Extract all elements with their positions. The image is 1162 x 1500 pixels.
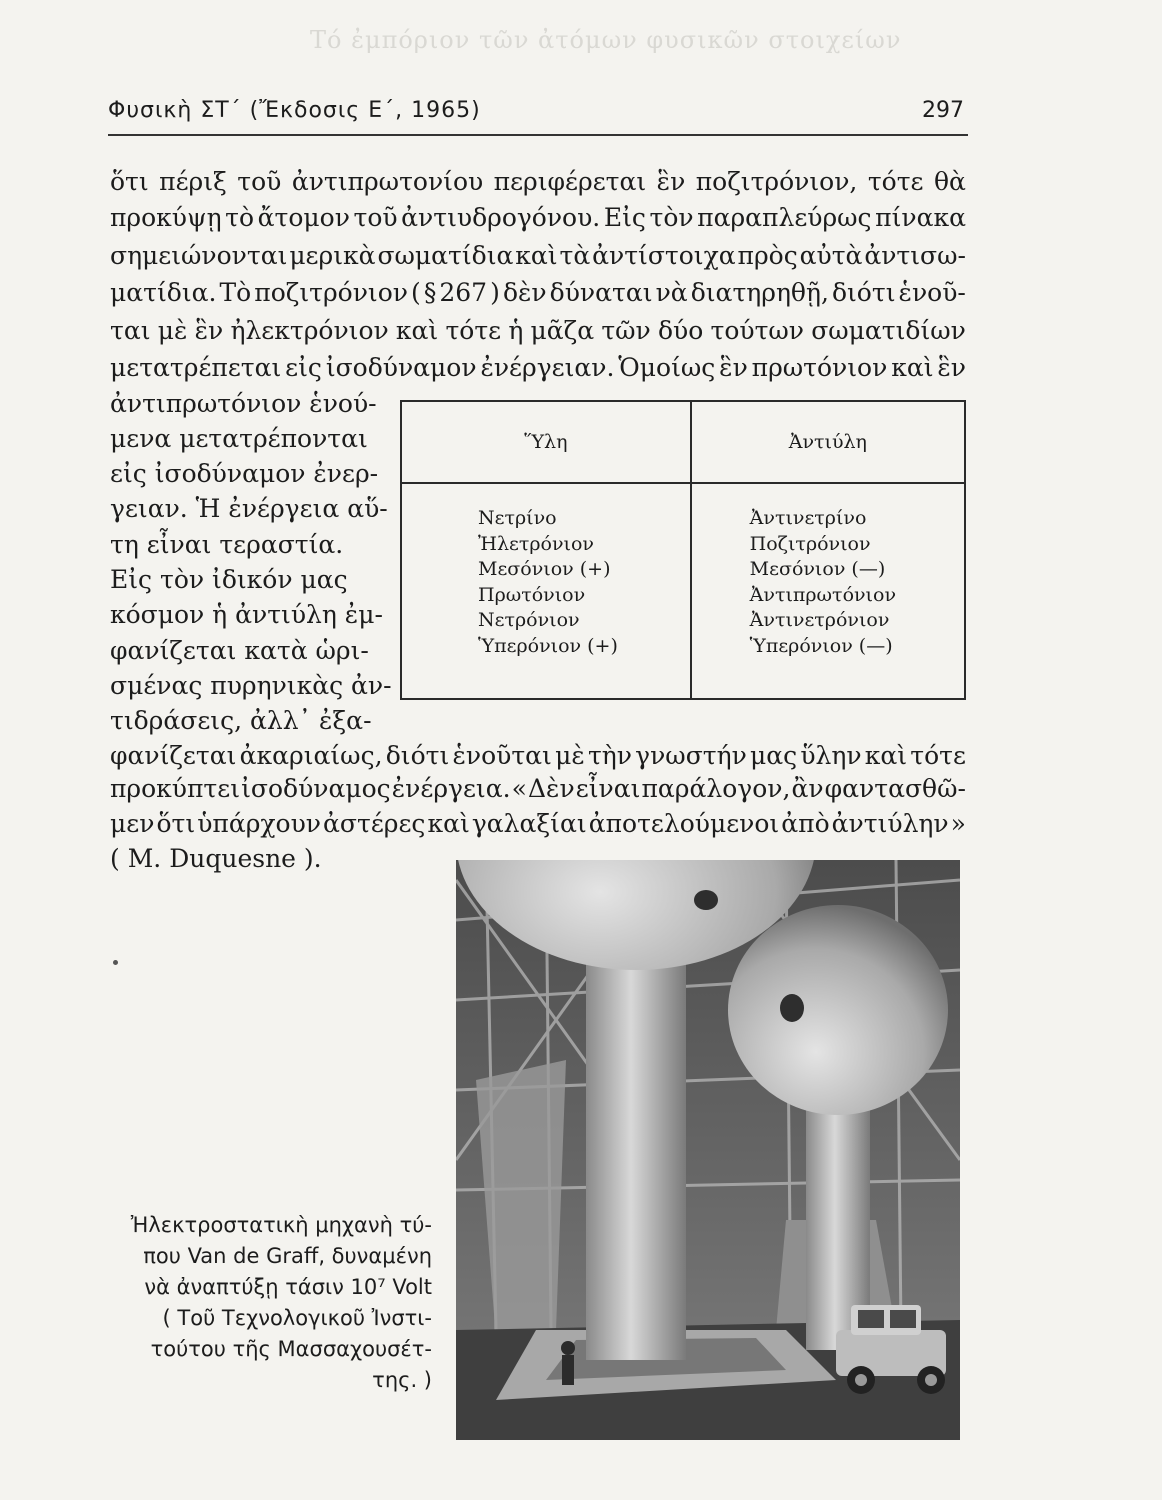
side-line: σμένας πυρηνικὰς ἀν- xyxy=(110,671,392,700)
word: τοῦ xyxy=(237,167,282,196)
table-cell: Νετρίνο xyxy=(478,507,557,529)
word: καὶ xyxy=(395,316,439,345)
word: μὲ xyxy=(157,316,188,345)
word: γνωστήν xyxy=(635,741,747,770)
word: δὲν xyxy=(502,278,547,307)
side-line: φανίζεται κατὰ ὡρι- xyxy=(110,636,369,665)
word: καὶ xyxy=(864,741,908,770)
word: μερικὰ xyxy=(289,241,376,270)
antimatter-column xyxy=(691,483,965,699)
side-line: ἀντιπρωτόνιον ἑνού- xyxy=(110,389,377,418)
word: ται xyxy=(110,316,151,345)
word: μᾶζα xyxy=(530,316,595,345)
side-line: Εἰς τὸν ἰδικόν μας xyxy=(110,565,348,594)
word: τὸν xyxy=(649,203,694,232)
word: σημειώνονται xyxy=(110,241,288,270)
body-line xyxy=(110,240,966,272)
side-line: γειαν. Ἡ ἐνέργεια αὕ- xyxy=(110,494,388,523)
word: καὶ xyxy=(427,809,470,838)
word: διότι xyxy=(831,278,896,307)
word: ἀπὸ xyxy=(781,809,830,838)
header-antimatter: Ἀντιύλη xyxy=(691,401,965,483)
word: αὐτὰ xyxy=(799,241,863,270)
word: ἀστέρες xyxy=(323,809,426,838)
table-cell: Ἀντιπρωτόνιον xyxy=(749,583,896,606)
word: σωματίδια xyxy=(377,241,514,270)
word: παράλογον, xyxy=(641,774,791,803)
word: ἠλεκτρόνιον xyxy=(230,316,389,345)
word: Τὸ xyxy=(219,278,252,307)
word: ὅτι xyxy=(156,809,196,838)
matter-column xyxy=(401,483,691,699)
table-cell: Ποζιτρόνιον xyxy=(749,532,871,555)
caption-line: ( Τοῦ Τεχνολογικοῦ Ἰνστι- xyxy=(162,1306,432,1330)
word: φανίζεται xyxy=(110,741,237,770)
word: σωματιδίων xyxy=(811,316,966,345)
word: δύναται xyxy=(549,278,653,307)
word: φαντασθῶ- xyxy=(824,774,966,803)
side-line: μενα μετατρέπονται xyxy=(110,424,368,453)
word: νὰ xyxy=(655,278,688,307)
word: 267 xyxy=(439,278,488,307)
photo-caption xyxy=(116,1210,432,1396)
word: ὅτι xyxy=(110,167,149,196)
word: Εἰς xyxy=(603,203,646,232)
word: δύο xyxy=(657,316,704,345)
word: ἓν xyxy=(194,316,224,345)
word: ) xyxy=(490,278,500,307)
word: καὶ xyxy=(891,353,934,382)
body-line xyxy=(110,352,966,384)
word: ἀντιπρωτονίου xyxy=(291,167,484,196)
word: ματίδια. xyxy=(110,278,217,307)
word: ἀποτελούμενοι xyxy=(588,809,780,838)
word: τὴν xyxy=(587,741,632,770)
word: ἑνοῦ- xyxy=(898,278,966,307)
side-line: τιδράσεις, ἀλλ᾽ ἐξα- xyxy=(110,706,372,735)
citation: ( M. Duquesne ). xyxy=(110,844,322,873)
table-cell: Ὑπερόνιον (—) xyxy=(749,634,893,657)
word: τότε xyxy=(867,167,924,196)
word: πρὸς xyxy=(737,241,798,270)
word: « xyxy=(511,774,527,803)
word: ἀντιυδρογόνου. xyxy=(401,203,601,232)
table-cell: Πρωτόνιον xyxy=(478,583,586,606)
word: μας xyxy=(749,741,798,770)
side-line: εἰς ἰσοδύναμον ἐνερ- xyxy=(110,459,379,488)
word: πίνακα xyxy=(875,203,966,232)
particle-table xyxy=(400,400,966,700)
word: ἀντίστοιχα xyxy=(592,241,736,270)
word: εἰς xyxy=(285,353,322,382)
word: τότε xyxy=(910,741,966,770)
body-line xyxy=(110,315,966,347)
word: θὰ xyxy=(933,167,966,196)
word: ἓν xyxy=(937,353,966,382)
word: ἑνοῦται xyxy=(452,741,552,770)
word: τῶν xyxy=(601,316,651,345)
body-line xyxy=(110,773,966,805)
word: διότι xyxy=(385,741,450,770)
word: ἓν xyxy=(719,353,748,382)
word: τούτων xyxy=(710,316,804,345)
body-line xyxy=(110,740,966,772)
caption-line: που Van de Graff, δυναμένη xyxy=(143,1244,432,1268)
word: μὲ xyxy=(555,741,585,770)
header-matter: Ὕλη xyxy=(401,401,691,483)
page-header xyxy=(108,94,968,136)
word: ποζιτρόνιον xyxy=(254,278,408,307)
table-cell: Μεσόνιον (+) xyxy=(478,558,611,580)
word: τὰ xyxy=(559,241,591,270)
word: πέριξ xyxy=(159,167,227,196)
word: Ὁμοίως xyxy=(618,353,716,382)
word: μεν xyxy=(110,809,155,838)
word: διατηρηθῇ, xyxy=(690,278,829,307)
word: τὸ xyxy=(225,203,255,232)
word: περιφέρεται xyxy=(493,167,647,196)
table-cell: Ἠλετρόνιον xyxy=(478,532,594,555)
page-number: 297 xyxy=(922,98,964,123)
caption-line: νὰ ἀναπτύξῃ τάσιν 10⁷ Volt xyxy=(144,1275,432,1299)
body-line xyxy=(110,166,966,198)
word: ἐνέργεια. xyxy=(391,774,511,803)
stray-dot xyxy=(113,960,118,965)
word: τότε xyxy=(445,316,502,345)
caption-line: τούτου τῆς Μασσαχουσέτ- xyxy=(150,1337,432,1361)
word: ὕλην xyxy=(800,741,862,770)
word: πρωτόνιον xyxy=(751,353,888,382)
word: ἓν xyxy=(656,167,686,196)
word: Δὲν xyxy=(528,774,575,803)
word: § xyxy=(423,278,437,307)
word: ποζιτρόνιον, xyxy=(695,167,858,196)
side-line: κόσμον ἡ ἀντιύλη ἐμ- xyxy=(110,600,383,629)
word: προκύπτει xyxy=(110,774,241,803)
running-title: Φυσικὴ ΣΤ΄ (Ἔκδοσις Ε΄, 1965) xyxy=(108,98,481,123)
word: ἐνέργειαν. xyxy=(480,353,615,382)
word: τοῦ xyxy=(353,203,398,232)
table-cell: Ἀντινετρόνιον xyxy=(749,609,890,631)
word: ἂν xyxy=(791,774,824,803)
word: » xyxy=(950,809,966,838)
word: προκύψῃ xyxy=(110,203,222,232)
caption-line: Ἠλεκτροστατικὴ μηχανὴ τύ- xyxy=(130,1213,432,1237)
word: γαλαξίαι xyxy=(471,809,587,838)
word: εἶναι xyxy=(575,774,641,803)
word: καὶ xyxy=(515,241,558,270)
word: παραπλεύρως xyxy=(697,203,872,232)
side-line: τη εἶναι τεραστία. xyxy=(110,530,344,559)
word: ἄτομον xyxy=(257,203,350,232)
table-cell: Μεσόνιον (—) xyxy=(749,558,886,580)
word: μετατρέπεται xyxy=(110,353,282,382)
word: ἀντισω- xyxy=(864,241,966,270)
word: ἀντιύλην xyxy=(831,809,949,838)
body-line xyxy=(110,808,966,840)
table-cell: Ἀντινετρίνο xyxy=(749,507,867,529)
table-cell: Ὑπερόνιον (+) xyxy=(478,634,618,657)
word: ὑπάρχουν xyxy=(197,809,321,838)
caption-line: της. ) xyxy=(372,1368,432,1392)
table-cell: Νετρόνιον xyxy=(478,609,580,631)
body-line xyxy=(110,202,966,234)
word: ἀκαριαίως, xyxy=(239,741,383,770)
word: ἰσοδύναμον xyxy=(325,353,477,382)
word: ἰσοδύναμος xyxy=(241,774,391,803)
van-de-graaff-photo xyxy=(456,860,960,1440)
word: ( xyxy=(411,278,421,307)
word: ἡ xyxy=(508,316,524,345)
body-line xyxy=(110,277,966,309)
bleed-through-text: Τό ἐμπόριον τῶν ἀτόμων φυσικῶν στοιχείων xyxy=(310,26,902,54)
